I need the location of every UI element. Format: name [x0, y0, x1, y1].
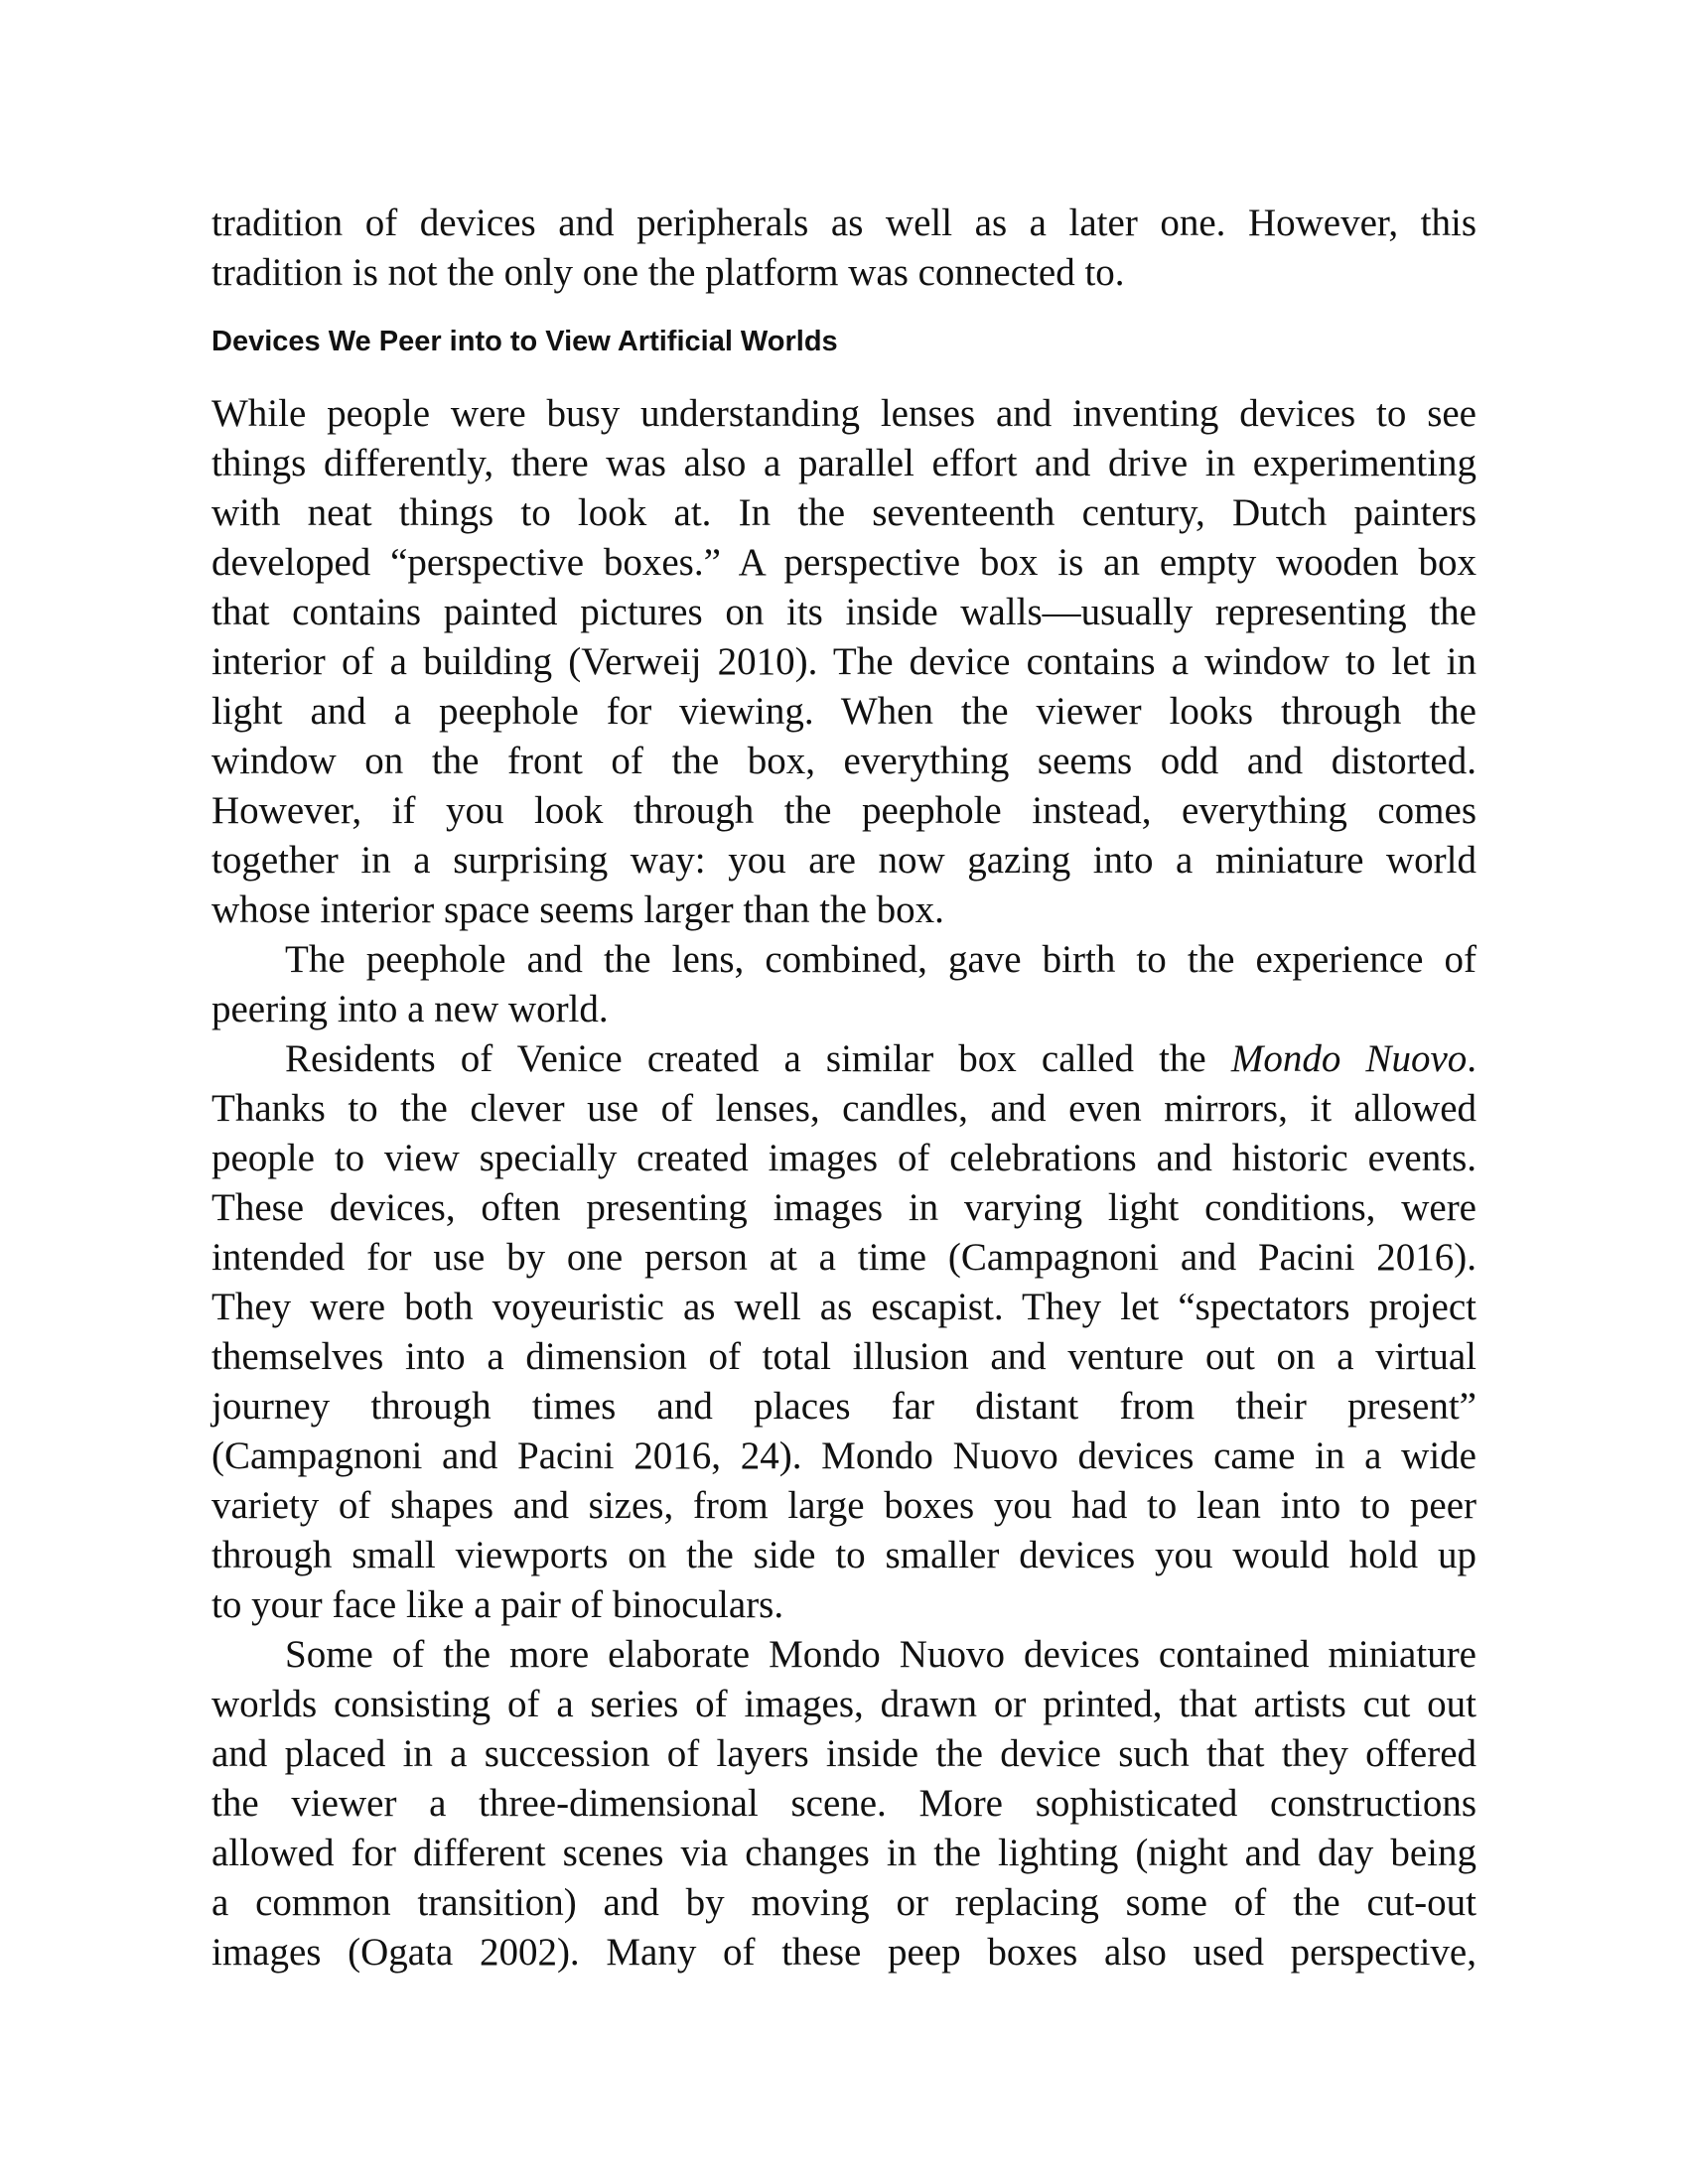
text-line: through small viewports on the side to smaller devices you would hold up	[211, 1534, 1477, 1576]
text-line: together in a surprising way: you are now gazing into a miniature world	[211, 839, 1477, 882]
text-line	[211, 1034, 1477, 1084]
text-line: a common transition) and by moving or replacing some of the cut-out	[211, 1881, 1477, 1924]
text-run: Residents of Venice created a similar box called the	[285, 1037, 1231, 1080]
text-line: They were both voyeuristic as well as escapist. They let “spectators project	[211, 1286, 1477, 1328]
text-line: tradition of devices and peripherals as well as a later one. However, this	[211, 202, 1477, 244]
text-line: and placed in a succession of layers inside the device such that they offered	[211, 1732, 1477, 1775]
text-line: However, if you look through the peephole instead, everything comes	[211, 789, 1477, 832]
text-line: the viewer a three-dimensional scene. More sophisticated constructions	[211, 1782, 1477, 1825]
text-line: tradition is not the only one the platform was connected to.	[211, 251, 1125, 294]
text-line: journey through times and places far distant from their present”	[211, 1385, 1477, 1428]
text-line: people to view specially created images of celebrations and historic events.	[211, 1137, 1477, 1179]
text-line: that contains painted pictures on its inside walls—usually representing the	[211, 591, 1477, 633]
text-line: allowed for different scenes via changes in the lighting (night and day being	[211, 1832, 1477, 1874]
text-line: worlds consisting of a series of images, drawn or printed, that artists cut out	[211, 1683, 1477, 1725]
text-line: intended for use by one person at a time (Campagnoni and Pacini 2016).	[211, 1236, 1477, 1279]
paragraph-peephole-lens	[211, 935, 1477, 1034]
text-line: peering into a new world.	[211, 988, 609, 1030]
text-line: images (Ogata 2002). Many of these peep boxes also used perspective,	[211, 1931, 1477, 1974]
text-run: .	[1467, 1037, 1477, 1080]
text-line: interior of a building (Verweij 2010). The device contains a window to let in	[211, 640, 1477, 683]
text-line: with neat things to look at. In the seventeenth century, Dutch painters	[211, 491, 1477, 534]
paragraph-mondo-nuovo	[211, 1034, 1477, 1630]
text-line: These devices, often presenting images in varying light conditions, were	[211, 1186, 1477, 1229]
text-line: to your face like a pair of binoculars.	[211, 1583, 784, 1626]
text-line: Some of the more elaborate Mondo Nuovo devices contained miniature	[285, 1633, 1477, 1676]
text-line: light and a peephole for viewing. When the viewer looks through the	[211, 690, 1477, 733]
paragraph-perspective-boxes	[211, 389, 1477, 935]
document-page	[211, 199, 1477, 1978]
italic-title: Mondo Nuovo	[1230, 1037, 1468, 1080]
text-line: whose interior space seems larger than the box.	[211, 888, 944, 931]
text-line: themselves into a dimension of total illusion and venture out on a virtual	[211, 1335, 1477, 1378]
text-line: The peephole and the lens, combined, gave birth to the experience of	[285, 938, 1477, 981]
text-line: (Campagnoni and Pacini 2016, 24). Mondo Nuovo devices came in a wide	[211, 1434, 1477, 1477]
text-line: While people were busy understanding lenses and inventing devices to see	[211, 392, 1477, 435]
intro-paragraph	[211, 199, 1477, 298]
paragraph-elaborate-devices	[211, 1630, 1477, 1978]
text-line: Thanks to the clever use of lenses, candles, and even mirrors, it allowed	[211, 1087, 1477, 1130]
section-heading: Devices We Peer into to View Artificial Worlds	[211, 326, 838, 357]
text-line: variety of shapes and sizes, from large boxes you had to lean into to peer	[211, 1484, 1477, 1527]
text-line: window on the front of the box, everything seems odd and distorted.	[211, 740, 1477, 782]
text-line: things differently, there was also a parallel effort and drive in experimenting	[211, 442, 1477, 484]
text-line: developed “perspective boxes.” A perspective box is an empty wooden box	[211, 541, 1477, 584]
